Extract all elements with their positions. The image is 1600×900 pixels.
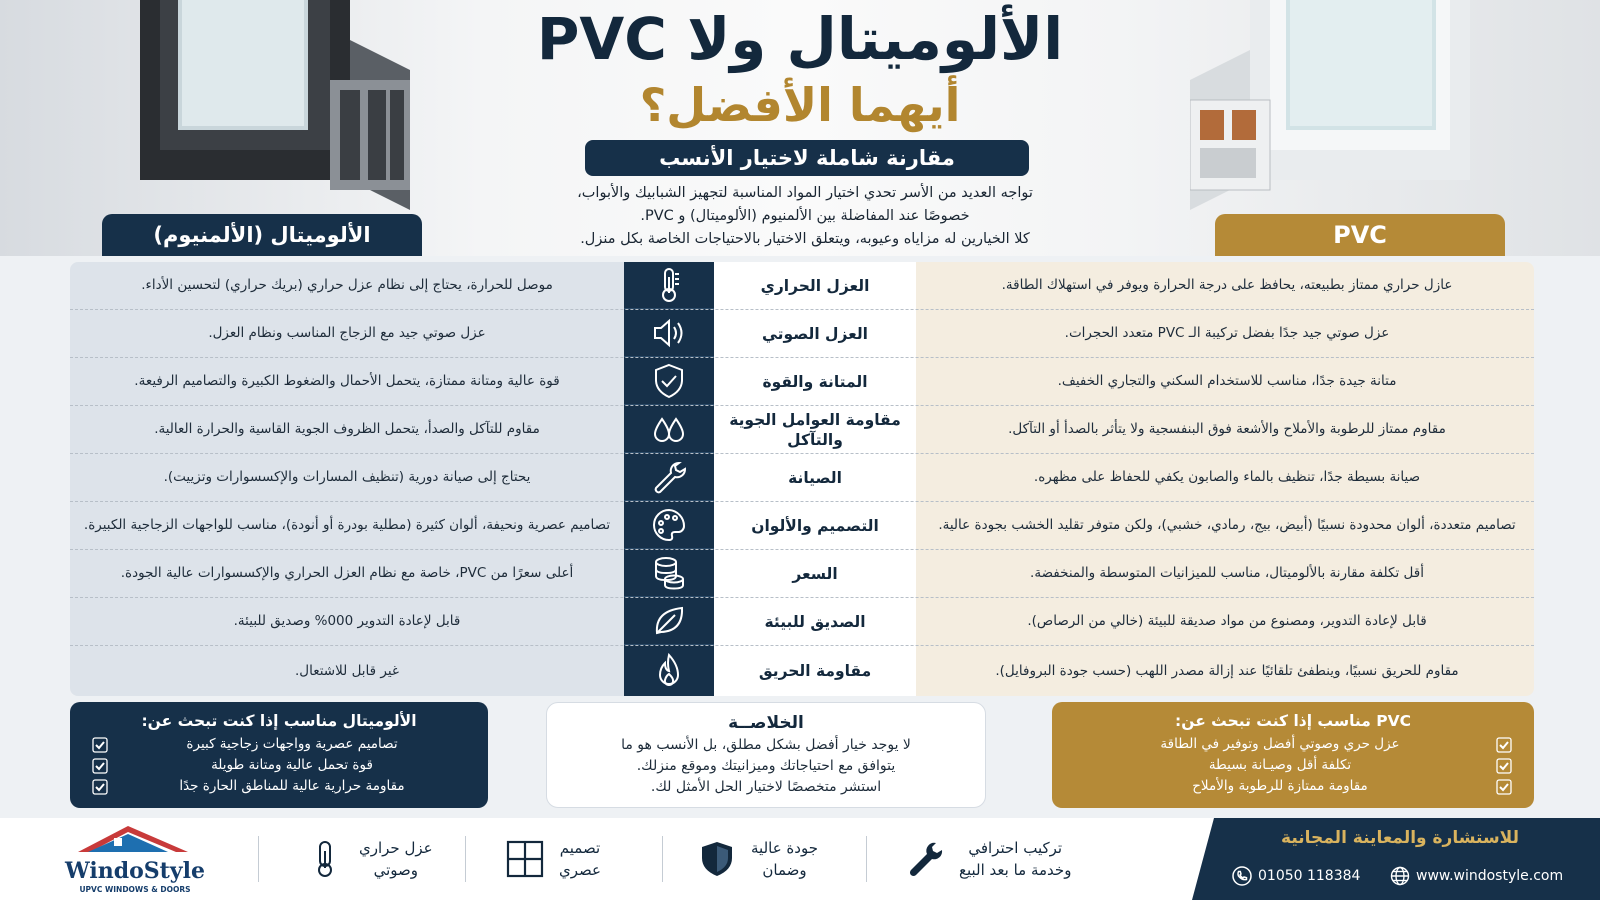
feature-design bbox=[505, 832, 601, 886]
feature-line: عصري bbox=[559, 861, 601, 879]
palette-icon bbox=[624, 502, 714, 549]
list-item bbox=[1074, 734, 1512, 755]
divider bbox=[465, 836, 466, 882]
page-subtitle-question: أيهما الأفضل؟ bbox=[639, 78, 961, 132]
pvc-cell: مقاوم للحريق نسبيًا، وينطفئ تلقائيًا عند إزالة مصدر اللهب (حسب جودة البروفايل). bbox=[995, 662, 1459, 679]
pvc-cell: تصاميم متعددة، ألوان محدودة نسبيًا (أبيض، بيج، رمادي، خشبي)، ولكن متوفر تقليد الخشب بجودة عالية. bbox=[938, 517, 1516, 533]
list-item bbox=[92, 734, 466, 755]
aluminum-cell: عزل صوتي جيد مع الزجاج المناسب ونظام العزل. bbox=[208, 325, 486, 341]
criteria-label: مقاومة العوامل الجوية والتآكل bbox=[729, 410, 901, 449]
pvc-cell: عازل حراري ممتاز بطبيعته، يحافظ على درجة الحرارة ويوفر في استهلاك الطاقة. bbox=[1001, 277, 1453, 293]
criteria-label: مقاومة الحريق bbox=[758, 662, 872, 680]
shield-check-icon bbox=[624, 358, 714, 405]
intro-line: كلا الخيارين له مزاياه وعيوبه، ويتعلق الاختيار بالاحتياجات الخاصة بكل منزل. bbox=[580, 231, 1030, 247]
intro-line: تواجه العديد من الأسر تحدي اختيار المواد المناسبة لتجهيز الشبابيك والأبواب، bbox=[577, 185, 1033, 201]
intro-line: خصوصًا عند المفاضلة بين الألمنيوم (الألوميتال) و PVC. bbox=[640, 208, 970, 224]
aluminum-summary-box bbox=[70, 702, 488, 808]
aluminum-cell: أعلى سعرًا من PVC، خاصة مع نظام العزل الحراري والإكسسوارات عالية الجودة. bbox=[120, 565, 574, 581]
criteria-label: المتانة والقوة bbox=[762, 372, 868, 391]
checkbox-checked-icon bbox=[92, 737, 108, 753]
feature-text bbox=[959, 837, 1071, 881]
logo-tagline: UPVC WINDOWS & DOORS bbox=[79, 885, 191, 894]
criteria-label: الصديق للبيئة bbox=[764, 612, 866, 631]
pvc-cell: مقاوم ممتاز للرطوبة والأملاح والأشعة فوق البنفسجية ولا يتأثر بالصدأ أو التآكل. bbox=[1008, 421, 1446, 437]
contact-title: للاستشارة والمعاينة المجانية bbox=[1281, 828, 1519, 848]
thermometer-icon bbox=[624, 262, 714, 309]
flame-icon bbox=[624, 646, 714, 696]
logo-wordmark: WindoStyle bbox=[65, 858, 205, 884]
table-row bbox=[70, 646, 1534, 696]
feature-installation bbox=[905, 832, 1071, 886]
thermometer-icon bbox=[305, 839, 345, 879]
list-item-text: مقاومة ممتازة للرطوبة والأملاح bbox=[1192, 778, 1368, 794]
pvc-cell: قابل لإعادة التدوير، ومصنوع من مواد صديقة للبيئة (خالي من الرصاص). bbox=[1027, 613, 1427, 629]
checkbox-checked-icon bbox=[1496, 737, 1512, 753]
feature-line: عزل حراري bbox=[359, 839, 433, 857]
conclusion-title: الخلاصــة bbox=[728, 713, 804, 733]
pvc-cell: صيانة بسيطة جدًا، تنظيف بالماء والصابون يكفي للحفاظ على مظهره. bbox=[1033, 469, 1421, 485]
list-item-text: قوة تحمل عالية ومتانة طويلة bbox=[211, 757, 373, 773]
feature-line: وضمان bbox=[762, 861, 807, 879]
list-item bbox=[92, 776, 466, 797]
comparison-table bbox=[70, 262, 1534, 696]
checkbox-checked-icon bbox=[1496, 779, 1512, 795]
table-row bbox=[70, 502, 1534, 550]
feature-text bbox=[559, 837, 601, 881]
table-row bbox=[70, 550, 1534, 598]
criteria-label: السعر bbox=[792, 564, 838, 583]
criteria-label: العزل الحراري bbox=[760, 276, 870, 295]
aluminum-cell: مقاوم للتآكل والصدأ، يتحمل الظروف الجوية القاسية والحرارة العالية. bbox=[154, 421, 540, 437]
aluminum-summary-title: الألوميتال مناسب إذا كنت تبحث عن: bbox=[141, 712, 417, 730]
wrench-icon bbox=[905, 839, 945, 879]
pvc-column-header: PVC bbox=[1215, 214, 1505, 256]
phone-number: 01050 118384 bbox=[1258, 868, 1361, 884]
aluminum-frame-illustration bbox=[120, 0, 420, 210]
table-row bbox=[70, 358, 1534, 406]
aluminum-cell: قابل لإعادة التدوير 000% وصديق للبيئة. bbox=[233, 613, 461, 629]
phone-icon bbox=[1232, 866, 1252, 886]
aluminum-cell: موصل للحرارة، يحتاج إلى نظام عزل حراري (بريك حراري) لتحسين الأداء. bbox=[141, 277, 553, 293]
hero-banner bbox=[0, 0, 1600, 256]
drops-icon bbox=[624, 406, 714, 453]
coins-icon bbox=[624, 550, 714, 597]
feature-line: تركيب احترافي bbox=[968, 839, 1063, 857]
criteria-label: الصيانة bbox=[788, 468, 842, 487]
divider bbox=[866, 836, 867, 882]
aluminum-cell: يحتاج إلى صيانة دورية (تنظيف المسارات والإكسسوارات وتزييت). bbox=[163, 469, 531, 485]
speaker-icon bbox=[624, 310, 714, 357]
wrench-icon bbox=[624, 454, 714, 501]
pvc-summary-title: PVC مناسب إذا كنت تبحث عن: bbox=[1175, 712, 1411, 730]
aluminum-cell: تصاميم عصرية ونحيفة، ألوان كثيرة (مطلية بودرة أو أنودة)، مناسب للواجهات الزجاجية الكبيرة. bbox=[83, 517, 611, 533]
list-item bbox=[92, 755, 466, 776]
table-row bbox=[70, 262, 1534, 310]
list-item-text: تكلفة أقل وصيـانة بسيطة bbox=[1208, 757, 1352, 773]
page-title: الألوميتال ولا PVC bbox=[536, 5, 1064, 73]
conclusion-line: يتوافق مع احتياجاتك وميزانيتك وموقع منزلك. bbox=[636, 758, 896, 774]
window-icon bbox=[505, 839, 545, 879]
aluminum-cell: غير قابل للاشتعال. bbox=[295, 662, 399, 679]
pvc-summary-box bbox=[1052, 702, 1534, 808]
conclusion-box bbox=[546, 702, 986, 808]
list-item bbox=[1074, 776, 1512, 797]
pvc-cell: عزل صوتي جيد جدًا بفضل تركيبة الـ PVC متعدد الحجرات. bbox=[1064, 325, 1390, 341]
conclusion-line: استشر متخصصًا لاختيار الحل الأمثل لك. bbox=[650, 779, 882, 795]
globe-icon bbox=[1390, 866, 1410, 886]
checkbox-checked-icon bbox=[1496, 758, 1512, 774]
list-item-text: عزل حري وصوتي أفضل وتوفير في الطاقة bbox=[1160, 736, 1400, 752]
pvc-cell: أقل تكلفة مقارنة بالألوميتال، مناسب للميزانيات المتوسطة والمنخفضة. bbox=[1030, 565, 1424, 581]
intro-text bbox=[490, 182, 1120, 251]
list-item bbox=[1074, 755, 1512, 776]
checkbox-checked-icon bbox=[92, 758, 108, 774]
conclusion-line: لا يوجد خيار أفضل بشكل مطلق، بل الأنسب هو ما bbox=[621, 737, 911, 753]
contact-phone[interactable] bbox=[1232, 866, 1382, 886]
table-row bbox=[70, 598, 1534, 646]
list-item-text: تصاميم عصرية وواجهات زجاجية كبيرة bbox=[186, 736, 398, 752]
criteria-label: العزل الصوتي bbox=[762, 324, 868, 343]
feature-insulation bbox=[305, 832, 433, 886]
checkbox-checked-icon bbox=[92, 779, 108, 795]
feature-text bbox=[359, 837, 433, 881]
feature-line: تصميم bbox=[559, 839, 601, 857]
comparison-banner: مقارنة شاملة لاختيار الأنسب bbox=[585, 140, 1029, 176]
list-item-text: مقاومة حرارية عالية للمناطق الحارة جدًا bbox=[179, 778, 405, 794]
feature-line: وصوتي bbox=[373, 861, 418, 879]
aluminum-column-header: الألوميتال (الألمنيوم) bbox=[102, 214, 422, 256]
shield-icon bbox=[697, 839, 737, 879]
aluminum-cell: قوة عالية ومتانة ممتازة، يتحمل الأحمال والضغوط الكبيرة والتصاميم الرفيعة. bbox=[134, 373, 560, 389]
pvc-cell: متانة جيدة جدًا، مناسب للاستخدام السكني والتجاري الخفيف. bbox=[1057, 373, 1397, 389]
pvc-frame-illustration bbox=[1190, 0, 1490, 210]
feature-line: وخدمة ما بعد البيع bbox=[959, 861, 1072, 879]
divider bbox=[662, 836, 663, 882]
website-url: www.windostyle.com bbox=[1416, 868, 1564, 884]
feature-line: جودة عالية bbox=[751, 839, 818, 857]
feature-text bbox=[751, 837, 818, 881]
criteria-label: التصميم والألوان bbox=[751, 516, 879, 535]
footer-bar bbox=[0, 818, 1600, 900]
table-row bbox=[70, 454, 1534, 502]
table-row bbox=[70, 406, 1534, 454]
feature-quality bbox=[697, 832, 818, 886]
leaf-icon bbox=[624, 598, 714, 645]
table-row bbox=[70, 310, 1534, 358]
contact-website-link[interactable] bbox=[1390, 866, 1580, 886]
divider bbox=[258, 836, 259, 882]
